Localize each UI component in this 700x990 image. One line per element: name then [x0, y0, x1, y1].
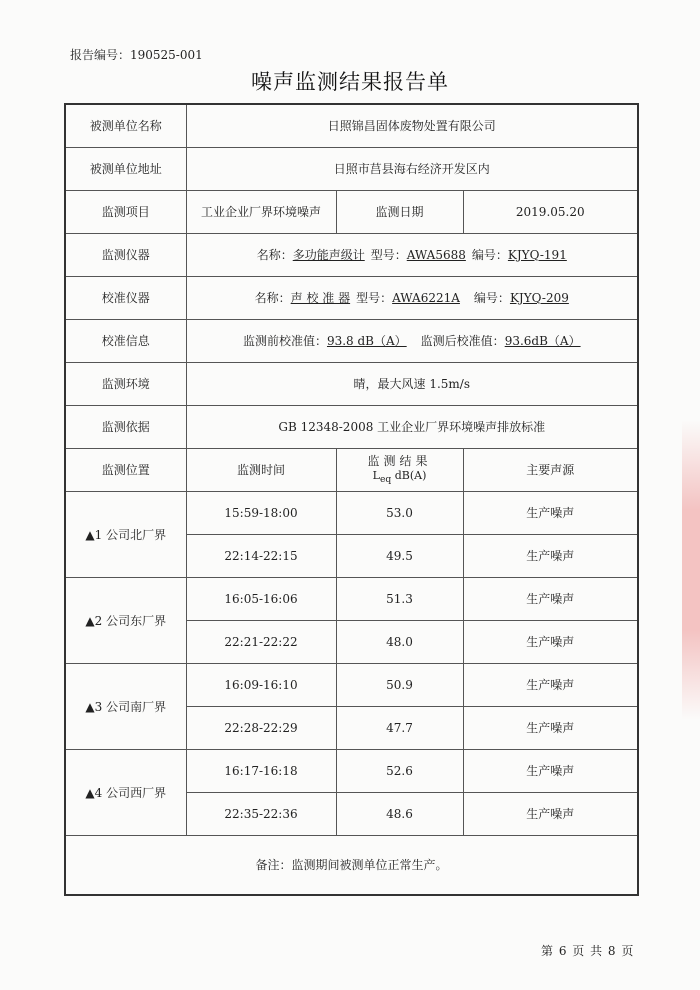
- instrument-model: AWA5688: [406, 248, 466, 262]
- value-cell: 50.9: [336, 663, 463, 706]
- location-cell: ▲2 公司东厂界: [65, 577, 186, 663]
- position-header: 监测位置: [65, 448, 186, 491]
- calibration-before-prefix: 监测前校准值：: [242, 334, 327, 348]
- time-cell: 22:14-22:15: [186, 534, 336, 577]
- page-title: 噪声监测结果报告单: [251, 70, 449, 94]
- results-header-row: [65, 448, 638, 491]
- environment-label: 监测环境: [65, 362, 186, 405]
- row-calibrator: [65, 276, 638, 319]
- seal-stamp-edge: [682, 420, 700, 720]
- unit-name-label: 被测单位名称: [65, 104, 186, 147]
- row-item-date: [65, 190, 638, 233]
- time-cell: 16:05-16:06: [186, 577, 336, 620]
- location-cell: ▲3 公司南厂界: [65, 663, 186, 749]
- date-value: 2019.05.20: [463, 190, 638, 233]
- instrument-model-prefix: 型号：: [370, 248, 407, 262]
- time-cell: 15:59-18:00: [186, 491, 336, 534]
- instrument-value: [186, 233, 638, 276]
- calibration-after: 93.6dB（A）: [504, 334, 581, 348]
- source-header: 主要声源: [463, 448, 638, 491]
- calibration-before: 93.8 dB（A）: [326, 334, 407, 348]
- time-cell: 22:28-22:29: [186, 706, 336, 749]
- calibrator-no: KJYQ-209: [509, 291, 569, 305]
- location-cell: ▲4 公司西厂界: [65, 749, 186, 835]
- value-cell: 48.0: [336, 620, 463, 663]
- source-cell: 生产噪声: [463, 663, 638, 706]
- result-header: [336, 448, 463, 491]
- instrument-no-prefix: 编号：: [471, 248, 508, 262]
- row-instrument: [65, 233, 638, 276]
- value-cell: 49.5: [336, 534, 463, 577]
- time-cell: 16:17-16:18: [186, 749, 336, 792]
- instrument-name-prefix: 名称：: [256, 248, 293, 262]
- time-cell: 22:21-22:22: [186, 620, 336, 663]
- row-environment: [65, 362, 638, 405]
- calibrator-value: [186, 276, 638, 319]
- calibrator-name: 声 校 准 器: [290, 291, 351, 305]
- value-cell: 51.3: [336, 577, 463, 620]
- source-cell: 生产噪声: [463, 620, 638, 663]
- instrument-no: KJYQ-191: [507, 248, 567, 262]
- calibrator-model-prefix: 型号：: [356, 291, 393, 305]
- instrument-label: 监测仪器: [65, 233, 186, 276]
- row-unit-address: [65, 147, 638, 190]
- calibrator-label: 校准仪器: [65, 276, 186, 319]
- source-cell: 生产噪声: [463, 792, 638, 835]
- row-basis: [65, 405, 638, 448]
- source-cell: 生产噪声: [463, 577, 638, 620]
- calibrator-no-prefix: 编号：: [473, 291, 510, 305]
- value-cell: 53.0: [336, 491, 463, 534]
- result-header-unit: $L_{eq}$ dB(A): [372, 468, 427, 486]
- time-header: 监测时间: [186, 448, 336, 491]
- source-cell: 生产噪声: [463, 749, 638, 792]
- result-header-title: 监测结果: [367, 453, 432, 468]
- calibration-after-prefix: 监测后校准值：: [420, 334, 505, 348]
- value-cell: 48.6: [336, 792, 463, 835]
- value-cell: 47.7: [336, 706, 463, 749]
- row-remark: [65, 835, 638, 895]
- item-label: 监测项目: [65, 190, 186, 233]
- unit-address-label: 被测单位地址: [65, 147, 186, 190]
- item-value: 工业企业厂界环境噪声: [186, 190, 336, 233]
- date-label: 监测日期: [336, 190, 463, 233]
- row-calibration-info: [65, 319, 638, 362]
- page-footer: 第 6 页 共 8 页: [541, 944, 635, 958]
- calibration-info-value: [186, 319, 638, 362]
- report-number: 报告编号：190525-001: [70, 48, 203, 62]
- source-cell: 生产噪声: [463, 534, 638, 577]
- remark: 备注：监测期间被测单位正常生产。: [65, 835, 638, 895]
- calibrator-name-prefix: 名称：: [254, 291, 291, 305]
- basis-label: 监测依据: [65, 405, 186, 448]
- table-row: [65, 577, 638, 620]
- basis-value: GB 12348-2008 工业企业厂界环境噪声排放标准: [186, 405, 638, 448]
- source-cell: 生产噪声: [463, 491, 638, 534]
- unit-address-value: 日照市莒县海右经济开发区内: [186, 147, 638, 190]
- instrument-name: 多功能声级计: [292, 248, 365, 262]
- row-unit-name: [65, 104, 638, 147]
- value-cell: 52.6: [336, 749, 463, 792]
- source-cell: 生产噪声: [463, 706, 638, 749]
- table-row: [65, 663, 638, 706]
- calibration-info-label: 校准信息: [65, 319, 186, 362]
- calibrator-model: AWA6221A: [392, 291, 460, 305]
- environment-value: 晴，最大风速 1.5m/s: [186, 362, 638, 405]
- unit-name-value: 日照锦昌固体废物处置有限公司: [186, 104, 638, 147]
- table-row: [65, 491, 638, 534]
- report-table: [64, 103, 639, 896]
- time-cell: 16:09-16:10: [186, 663, 336, 706]
- time-cell: 22:35-22:36: [186, 792, 336, 835]
- location-cell: ▲1 公司北厂界: [65, 491, 186, 577]
- table-row: [65, 749, 638, 792]
